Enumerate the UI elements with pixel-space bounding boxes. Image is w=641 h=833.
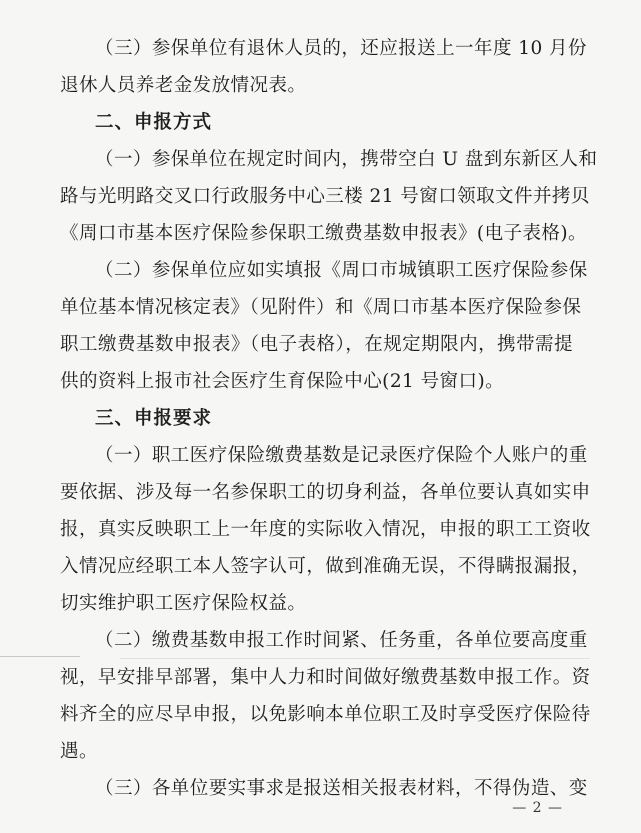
method-para-2-line-2: 单位基本情况核定表》（见附件）和《周口市基本医疗保险参保 (60, 297, 582, 318)
para-3-line-1: （三）参保单位有退休人员的，还应报送上一年度 10 月份 (95, 38, 587, 59)
para-3-line-2: 退休人员养老金发放情况表。 (60, 75, 307, 96)
req-para-2-line-2: 视，早安排早部署，集中人力和时间做好缴费基数申报工作。资 (60, 667, 591, 688)
scan-artifact (120, 658, 590, 659)
req-para-1-line-4: 入情况应经职工本人签字认可，做到准确无误，不得瞒报漏报， (60, 556, 591, 577)
method-para-1-line-2: 路与光明路交叉口行政服务中心三楼 21 号窗口领取文件并拷贝 (60, 186, 590, 207)
req-para-1-line-2: 要依据、涉及每一名参保职工的切身利益，各单位要认真如实申 (60, 482, 591, 503)
method-para-1-line-3: 《周口市基本医疗保险参保职工缴费基数申报表》(电子表格)。 (60, 223, 587, 244)
req-para-2-line-3: 料齐全的应尽早申报，以免影响本单位职工及时享受医疗保险待 (60, 704, 591, 725)
req-para-1-line-3: 报，真实反映职工上一年度的实际收入情况，申报的职工工资收 (60, 519, 591, 540)
method-para-2-line-4: 供的资料上报市社会医疗生育保险中心(21 号窗口)。 (60, 371, 505, 392)
req-para-2-line-4: 遇。 (60, 741, 98, 762)
req-para-2-line-1: （二）缴费基数申报工作时间紧、任务重，各单位要高度重 (95, 630, 588, 651)
method-para-2-line-1: （二）参保单位应如实填报《周口市城镇职工医疗保险参保 (95, 260, 588, 281)
page-number: — 2 — (512, 800, 563, 816)
section-heading-method: 二、申报方式 (95, 112, 213, 133)
scan-artifact (0, 656, 80, 657)
method-para-2-line-3: 职工缴费基数申报表》（电子表格），在规定期限内，携带需提 (60, 334, 573, 355)
req-para-1-line-1: （一）职工医疗保险缴费基数是记录医疗保险个人账户的重 (95, 445, 588, 466)
req-para-1-line-5: 切实维护职工医疗保险权益。 (60, 593, 307, 614)
req-para-3-line-1: （三）各单位要实事求是报送相关报表材料，不得伪造、变 (95, 778, 588, 799)
method-para-1-line-1: （一）参保单位在规定时间内，携带空白 U 盘到东新区人和 (95, 149, 598, 170)
section-heading-requirements: 三、申报要求 (95, 408, 213, 429)
